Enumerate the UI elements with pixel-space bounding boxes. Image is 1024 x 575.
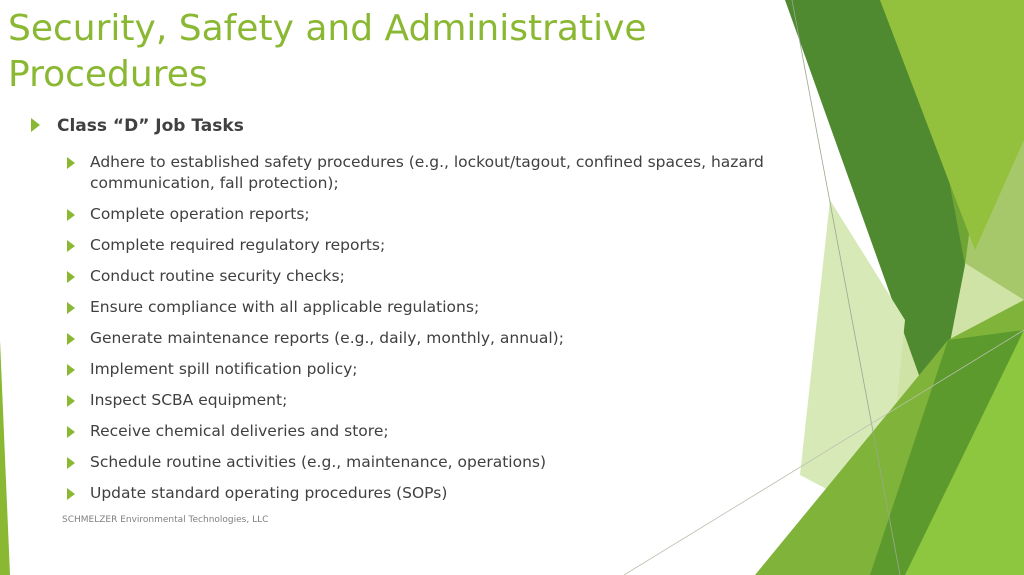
triangle-right-icon xyxy=(31,118,40,132)
triangle-right-icon xyxy=(67,457,75,469)
task-item xyxy=(28,328,798,349)
triangle-right-icon xyxy=(67,271,75,283)
task-text: Receive chemical deliveries and store; xyxy=(90,422,389,440)
triangle-right-icon xyxy=(67,240,75,252)
slide-title-line-1: Security, Safety and Administrative xyxy=(8,8,647,49)
task-text: Adhere to established safety procedures (e.g., lockout/tagout, confined spaces, hazard communication, fall protection); xyxy=(90,153,764,192)
task-item xyxy=(28,204,798,225)
slide-title xyxy=(8,6,647,98)
task-text: Inspect SCBA equipment; xyxy=(90,391,288,409)
triangle-right-icon xyxy=(67,395,75,407)
task-item xyxy=(28,452,798,473)
section-heading: Class “D” Job Tasks xyxy=(57,116,244,136)
task-text: Complete operation reports; xyxy=(90,205,310,223)
slide-content xyxy=(28,114,798,514)
task-text: Implement spill notification policy; xyxy=(90,360,358,378)
footer-text: SCHMELZER Environmental Technologies, LLC xyxy=(62,515,269,525)
task-item xyxy=(28,483,798,504)
triangle-right-icon xyxy=(67,157,75,169)
task-item xyxy=(28,266,798,287)
task-text: Complete required regulatory reports; xyxy=(90,236,386,254)
task-list xyxy=(28,152,798,504)
task-item xyxy=(28,421,798,442)
section-heading-item xyxy=(28,114,798,138)
task-item xyxy=(28,390,798,411)
left-edge-green-shape xyxy=(0,340,10,575)
task-text: Schedule routine activities (e.g., maintenance, operations) xyxy=(90,453,547,471)
task-text: Conduct routine security checks; xyxy=(90,267,345,285)
triangle-right-icon xyxy=(67,488,75,500)
triangle-right-icon xyxy=(67,333,75,345)
triangle-right-icon xyxy=(67,209,75,221)
triangle-right-icon xyxy=(67,426,75,438)
triangle-right-icon xyxy=(67,364,75,376)
triangle-right-icon xyxy=(67,302,75,314)
task-item xyxy=(28,359,798,380)
task-item xyxy=(28,152,798,194)
task-text: Ensure compliance with all applicable regulations; xyxy=(90,298,480,316)
slide-title-line-2: Procedures xyxy=(8,54,208,95)
task-item xyxy=(28,235,798,256)
task-text: Update standard operating procedures (SOPs) xyxy=(90,484,448,502)
task-text: Generate maintenance reports (e.g., daily, monthly, annual); xyxy=(90,329,564,347)
task-item xyxy=(28,297,798,318)
